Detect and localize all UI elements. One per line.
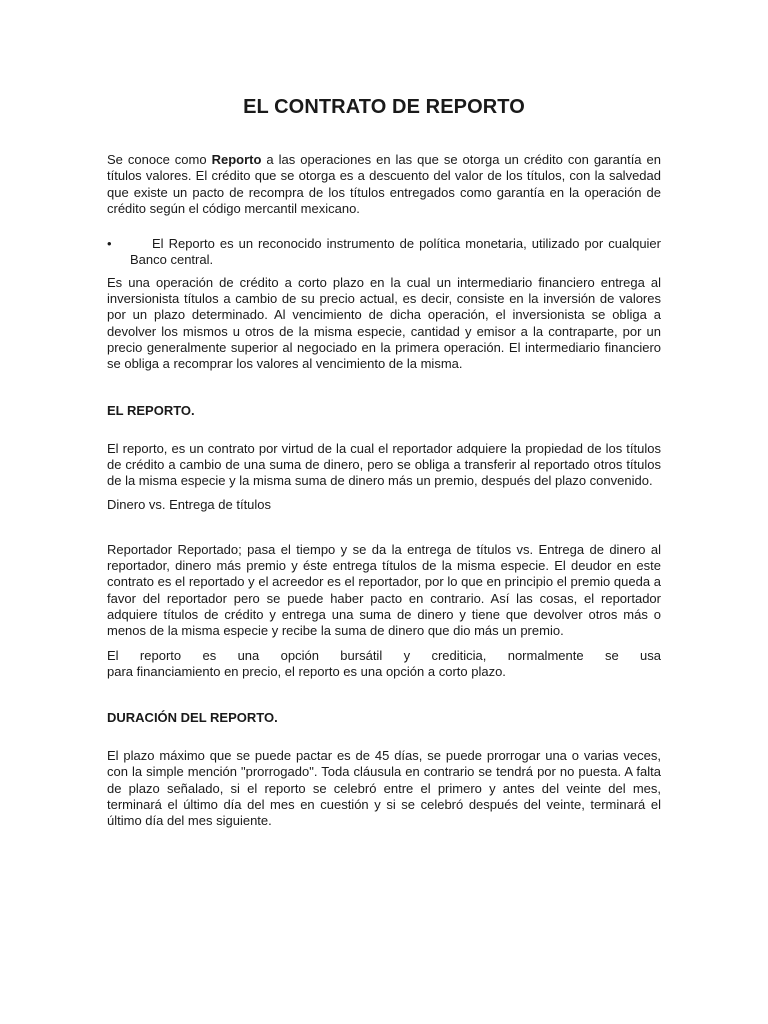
intro-bold-term: Reporto	[211, 152, 262, 167]
section-heading-reporto: EL REPORTO.	[107, 402, 195, 418]
bullet-symbol: •	[107, 236, 112, 252]
paragraph-plazo: El plazo máximo que se puede pactar es de 45 días, se puede prorrogar una o varias veces, con la simple mención "prorrogado". Toda cláusula en contrario se tendrá por no puesta. A falta de plazo señalado, si el reporto se celebró entre el primero y antes del veinte del mes, terminará el último día del mes en cuestión y si se celebró después del veinte, terminará el último día del mes siguiente.	[107, 748, 661, 829]
intro-text-after: a las operaciones en las que se otorga un crédito con garantía en títulos valores. El crédito que se otorga es a descuento del valor de los títulos, con la salvedad que existe un pacto de recompra de los títulos entregados como garantía en la operación de crédito según el código mercantil mexicano.	[107, 152, 661, 216]
paragraph-reportador: Reportador Reportado; pasa el tiempo y se da la entrega de títulos vs. Entrega de dinero al reportador, dinero más premio y éste entrega títulos de la misma especie. El deudor en este contrato es el reportado y el acreedor es el reportador, por lo que en principio el premio queda a favor del reportador pero se puede haber pacto en contrario. Así las cosas, el reportador adquiere títulos de crédito y entrega una suma de dinero y tiene que devolver otros más o menos de la misma especie y recibe la suma de dinero que dio más un premio.	[107, 541, 661, 639]
intro-paragraph	[107, 152, 661, 217]
intro-text-before: Se conoce como	[107, 152, 212, 167]
document-body	[107, 96, 661, 830]
paragraph-opcion-line2: para financiamiento en precio, el reporto es una opción a corto plazo.	[107, 663, 506, 679]
document-title: EL CONTRATO DE REPORTO	[243, 96, 525, 118]
bullet-text: El Reporto es un reconocido instrumento de política monetaria, utilizado por cualquier Banco central.	[130, 236, 661, 268]
paragraph-reporto-definition: El reporto, es un contrato por virtud de la cual el reportador adquiere la propiedad de los títulos de crédito a cambio de una suma de dinero, pero se obliga a transferir al reportado otros títulos de la misma especie y la misma suma de dinero más un premio, después del plazo convenido.	[107, 440, 661, 489]
paragraph-opcion-line1: El reporto es una opción bursátil y crediticia, normalmente se usa	[107, 647, 661, 663]
paragraph-operation: Es una operación de crédito a corto plazo en la cual un intermediario financiero entrega al inversionista títulos a cambio de su precio actual, es decir, consiste en la inversión de valores por un plazo determinado. Al vencimiento de dicha operación, el inversionista se obliga a devolver los mismos u otros de la misma especie, cantidad y emisor a la contraparte, por un precio generalmente superior al negociado en la primera operación. El intermediario financiero se obliga a recomprar los valores al vencimiento de la misma.	[107, 274, 661, 372]
paragraph-dinero-vs: Dinero vs. Entrega de títulos	[107, 497, 272, 513]
section-heading-duracion: DURACIÓN DEL REPORTO.	[107, 710, 278, 726]
bullet-item	[107, 236, 661, 269]
